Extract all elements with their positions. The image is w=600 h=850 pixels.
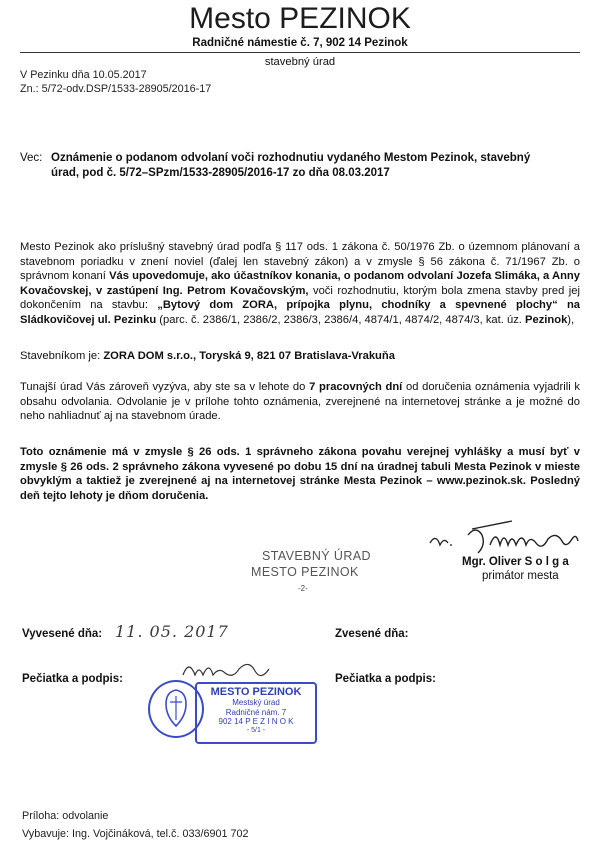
- stamp-city: MESTO PEZINOK: [251, 565, 359, 579]
- handwritten-signature: [420, 515, 590, 560]
- official-stamp-line4: - 5/1 -: [246, 726, 266, 734]
- p2-builder: ZORA DOM s.r.o., Toryská 9, 821 07 Bratislava-Vrakuňa: [103, 350, 395, 362]
- official-stamp-line1: Mestský úrad: [232, 698, 280, 707]
- official-stamp-line3: 902 14 P E Z I N O K: [218, 717, 294, 726]
- subject-line-1: Oznámenie o podanom odvolaní voči rozhodnutiu vydaného Mestom Pezinok, stavebný: [51, 152, 531, 164]
- subject-label: Vec:: [20, 152, 43, 164]
- p1-text-b: Vás upovedomuje, ako účastníkov konania, o podanom odvolaní Jozefa Slimáka, a Anny Kovačovskej, v zastúpení Ing. Petrom Kovačovským,: [20, 270, 580, 297]
- p1-text-g: ),: [567, 313, 575, 326]
- attachment-note: Príloha: odvolanie: [22, 810, 109, 822]
- p1-text-c: voči rozhodnutiu, ktorým bola zmena stavby pred jej dokončením na stavbu:: [20, 284, 580, 312]
- paragraph-public-notice: Toto oznámenie má v zmysle § 26 ods. 1 správneho zákona povahu verejnej vyhlášky a musí byť v zmysle § 26 ods. 2 správneho zákona vyvesené po dobu 15 dní na úradnej tabuli Mesta Pezinok v mieste obvyklým a taktiež je zverejnené aj na internetovej stránke Mesta Pezinok – www.pezinok.sk. Posledný deň tejto lehoty je dňom doručenia.: [20, 446, 580, 502]
- removed-label: Zvesené dňa:: [335, 628, 409, 640]
- page-number: -2-: [298, 584, 308, 593]
- posted-label: Vyvesené dňa:: [22, 628, 103, 640]
- p1-text-a: Mesto Pezinok ako príslušný stavebný úrad podľa § 117 ods. 1 zákona č. 50/1976 Zb. o územnom plánovaní a stavebnom poriadku v znení noviel (ďalej len stavebný zákon) a v zmysle § 56 zákona č. 71/1967 Zb. o správnom konaní: [20, 241, 580, 283]
- p3-text-c: od doručenia oznámenia vyjadrili k obsahu odvolania. Odvolanie je v prílohe tohto oznámenia, zverejnené na internetovej stránke a je možné do neho nahliadnuť aj na stavebnom úrade.: [20, 381, 580, 423]
- office-name: stavebný úrad: [264, 56, 336, 68]
- official-stamp-line2: Radničné nám. 7: [225, 707, 287, 717]
- p3-text-a: Tunajší úrad Vás zároveň vyzýva, aby ste sa v lehote do: [20, 381, 310, 393]
- p1-building-name: „Bytový dom ZORA, prípojka plynu, chodníky a spevnené plochy“ na Sládkovičovej ul. Pezinku: [20, 299, 580, 326]
- city-address: Radničné námestie č. 7, 902 14 Pezinok: [192, 37, 408, 49]
- city-title: Mesto PEZINOK: [189, 2, 411, 35]
- official-stamp-title: MESTO PEZINOK: [210, 686, 302, 698]
- p3-deadline: 7 pracovných dní: [309, 381, 403, 393]
- reference-number: Zn.: 5/72-odv.DSP/1533-28905/2016-17: [20, 83, 212, 95]
- date-line: V Pezinku dňa 10.05.2017: [20, 69, 147, 81]
- paragraph-builder: [20, 349, 580, 364]
- signature-handwriting-text: v.z. Vyrmalova: [420, 515, 427, 516]
- subject-line-2: úrad, pod č. 5/72–SPzm/1533-28905/2016-17 zo dňa 08.03.2017: [51, 167, 390, 179]
- signatory-name: Mgr. Oliver S o l g a: [462, 556, 569, 568]
- paragraph-request: [20, 380, 580, 424]
- p1-text-e: (parc. č. 2386/1, 2386/2, 2386/3, 2386/4, 4874/1, 4874/2, 4874/3, kat. úz.: [156, 313, 526, 326]
- p2-label: Stavebníkom je:: [20, 350, 104, 362]
- signatory-role: primátor mesta: [482, 570, 559, 582]
- seal-label-left: Pečiatka a podpis:: [22, 673, 123, 685]
- handled-by: Vybavuje: Ing. Vojčináková, tel.č. 033/6901 702: [22, 828, 249, 840]
- stamp-office: STAVEBNÝ ÚRAD: [262, 549, 371, 563]
- header-divider: [20, 52, 580, 53]
- seal-label-right: Pečiatka a podpis:: [335, 673, 436, 685]
- official-stamp: [195, 682, 317, 744]
- paragraph-appeal: [20, 240, 580, 328]
- p1-text-f: Pezinok: [525, 313, 568, 326]
- posted-date-handwritten: 11. 05. 2017: [115, 622, 229, 641]
